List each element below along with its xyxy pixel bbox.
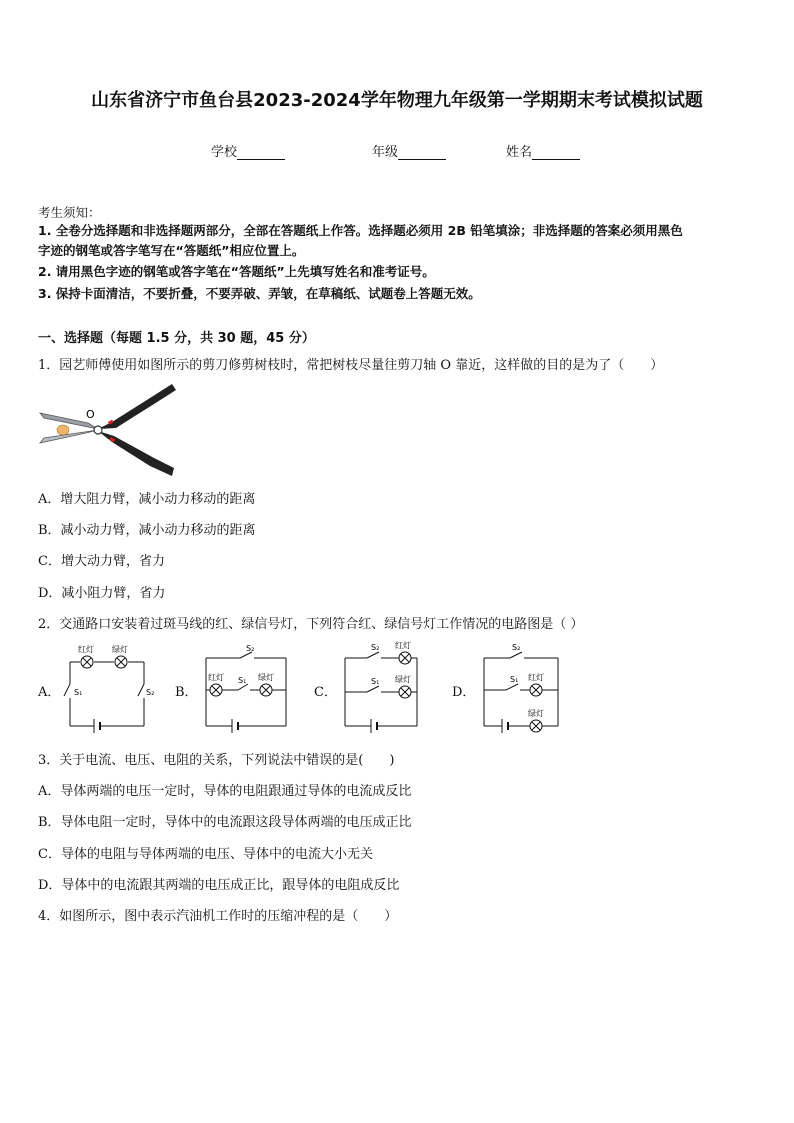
green-light-label: 绿灯 bbox=[112, 645, 128, 654]
question-1-option-d[interactable]: D．减小阻力臂，省力 bbox=[38, 586, 166, 601]
notice-item-2: 2. 请用黑色字迹的钢笔或答字笔在“答题纸”上先填写姓名和准考证号。 bbox=[38, 264, 435, 279]
question-1-option-b[interactable]: B．减小动力臂，减小动力移动的距离 bbox=[38, 523, 256, 538]
question-2-option-d-label[interactable]: D． bbox=[452, 685, 476, 700]
grade-label: 年级 bbox=[372, 145, 399, 160]
switch-s1-label: S₁ bbox=[371, 677, 380, 686]
question-1-stem: 1．园艺师傅使用如图所示的剪刀修剪树枝时，常把树枝尽量往剪刀轴 O 靠近，这样做的目的是为了（ ） bbox=[38, 358, 664, 373]
question-2-option-b-label[interactable]: B． bbox=[175, 685, 198, 700]
section-heading: 一、选择题（每题 1.5 分，共 30 题，45 分） bbox=[38, 331, 315, 346]
question-3-option-d[interactable]: D．导体中的电流跟其两端的电压成正比，跟导体的电阻成反比 bbox=[38, 878, 400, 893]
school-label: 学校 bbox=[211, 145, 238, 160]
question-1-option-a[interactable]: A．增大阻力臂，减小动力移动的距离 bbox=[38, 492, 256, 507]
red-light-label: 红灯 bbox=[78, 645, 94, 654]
question-3-stem: 3．关于电流、电压、电阻的关系，下列说法中错误的是( ) bbox=[38, 753, 395, 768]
notice-item-1: 1. 全卷分选择题和非选择题两部分，全部在答题纸上作答。选择题必须用 2B 铅笔填涂；非选择题的答案必须用黑色 bbox=[38, 223, 683, 238]
question-2-option-a-label[interactable]: A． bbox=[38, 685, 61, 700]
notice-heading: 考生须知： bbox=[38, 205, 101, 220]
circuit-c[interactable] bbox=[337, 640, 433, 740]
circuit-a[interactable] bbox=[60, 640, 156, 740]
circuit-b[interactable] bbox=[198, 640, 294, 740]
switch-s2-label: S₂ bbox=[246, 644, 255, 653]
grade-field[interactable] bbox=[372, 141, 446, 160]
school-field[interactable] bbox=[211, 141, 285, 160]
question-1-option-c[interactable]: C．增大动力臂，省力 bbox=[38, 554, 165, 569]
school-blank[interactable] bbox=[237, 145, 285, 160]
red-light-label: 红灯 bbox=[395, 641, 411, 650]
switch-s1-label: S₁ bbox=[510, 675, 519, 684]
green-light-label: 绿灯 bbox=[395, 675, 411, 684]
question-2-option-c-label[interactable]: C． bbox=[314, 685, 337, 700]
green-light-label: 绿灯 bbox=[258, 673, 274, 682]
notice-item-1-cont: 字迹的钢笔或答字笔写在“答题纸”相应位置上。 bbox=[38, 243, 305, 258]
question-3-option-a[interactable]: A．导体两端的电压一定时，导体的电阻跟通过导体的电流成反比 bbox=[38, 784, 412, 799]
name-blank[interactable] bbox=[532, 145, 580, 160]
switch-s2-label: S₂ bbox=[146, 688, 155, 697]
question-2-stem: 2．交通路口安装着过斑马线的红、绿信号灯，下列符合红、绿信号灯工作情况的电路图是（ ） bbox=[38, 617, 584, 632]
grade-blank[interactable] bbox=[398, 145, 446, 160]
question-4-stem: 4．如图所示，图中表示汽油机工作时的压缩冲程的是（ ） bbox=[38, 909, 398, 924]
switch-s1-label: S₁ bbox=[238, 676, 247, 685]
switch-s2-label: S₂ bbox=[512, 643, 521, 652]
question-3-option-b[interactable]: B．导体电阻一定时，导体中的电流跟这段导体两端的电压成正比 bbox=[38, 815, 412, 830]
pivot-label: O bbox=[86, 408, 95, 421]
switch-s1-label: S₁ bbox=[74, 688, 83, 697]
switch-s2-label: S₂ bbox=[371, 643, 380, 652]
name-field[interactable] bbox=[506, 141, 580, 160]
name-label: 姓名 bbox=[506, 145, 533, 160]
circuit-d[interactable] bbox=[476, 640, 572, 740]
green-light-label: 绿灯 bbox=[528, 709, 544, 718]
notice-item-3: 3. 保持卡面清洁，不要折叠，不要弄破、弄皱，在草稿纸、试题卷上答题无效。 bbox=[38, 286, 481, 301]
red-light-label: 红灯 bbox=[528, 673, 544, 682]
question-3-option-c[interactable]: C．导体的电阻与导体两端的电压、导体中的电流大小无关 bbox=[38, 847, 373, 862]
red-light-label: 红灯 bbox=[208, 673, 224, 682]
shears-figure bbox=[36, 380, 182, 480]
page-title: 山东省济宁市鱼台县2023-2024学年物理九年级第一学期期末考试模拟试题 bbox=[91, 90, 703, 111]
